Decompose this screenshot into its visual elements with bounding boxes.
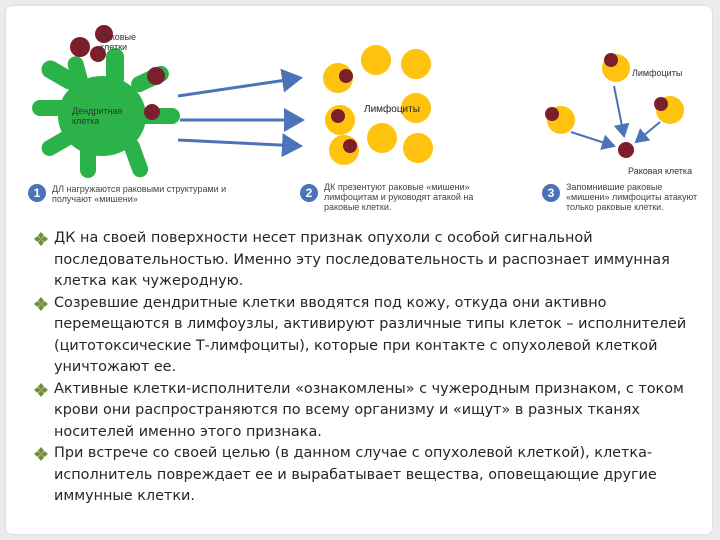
step-number-3: 3 xyxy=(542,184,560,202)
label-lymphocytes-panel2: Лимфоциты xyxy=(364,104,420,115)
step-number-1: 1 xyxy=(28,184,46,202)
label-lymphocytes-panel3: Лимфоциты xyxy=(632,68,683,78)
caption-step-3: Запомнившие раковые «мишени» лимфоциты атакуют только раковые клетки. xyxy=(566,182,698,212)
bullet-list xyxy=(34,228,694,508)
list-item xyxy=(34,228,694,293)
bullet-text: Созревшие дендритные клетки вводятся под кожу, откуда они активно перемещаются в лимфоузлы, активируют различные типы клеток – исполнителей (цитотоксические Т-лимфоциты), которые при контакте с опухолевой клеткой уничтожают ее. xyxy=(54,294,687,375)
bullet-text: При встрече со своей целью (в данном случае с опухолевой клеткой), клетка-исполнитель повреждает ее и вырабатывает вещества, оповещающие другие иммунные клетки. xyxy=(54,445,657,504)
label-dendritic-cell: Дендритная клетка xyxy=(72,106,123,126)
arrows-panel3 xyxy=(571,86,660,146)
bullet-diamond-icon xyxy=(34,297,48,311)
caption-step-2: ДК презентуют раковые «мишени» лимфоцитам и руководят атакой на раковые клетки. xyxy=(324,182,474,212)
bullet-text: ДК на своей поверхности несет признак опухоли с особой сигнальной последовательностью. Именно эту последовательность и распознает иммунная клетка как чужеродную. xyxy=(54,230,670,289)
bullet-diamond-icon xyxy=(34,447,48,461)
list-item xyxy=(34,293,694,379)
diagram-figure xyxy=(20,16,718,226)
bullet-text: Активные клетки-исполнители «ознакомлены» с чужеродным признаком, с током крови они распространяются по всему организму и «ищут» в разных тканях носителей именно этого признака. xyxy=(54,380,684,440)
arrows-to-panel2 xyxy=(178,78,302,146)
label-cancer-cells: Раковые клетки xyxy=(100,32,137,52)
bullet-diamond-icon xyxy=(34,383,48,397)
caption-step-1: ДЛ нагружаются раковыми структурами и получают «мишени» xyxy=(52,184,227,204)
list-item xyxy=(34,443,694,508)
slide xyxy=(6,6,712,534)
label-cancer-cell-panel3: Раковая клетка xyxy=(628,166,693,176)
list-item xyxy=(34,379,694,444)
bullet-diamond-icon xyxy=(34,232,48,246)
step-number-2: 2 xyxy=(300,184,318,202)
